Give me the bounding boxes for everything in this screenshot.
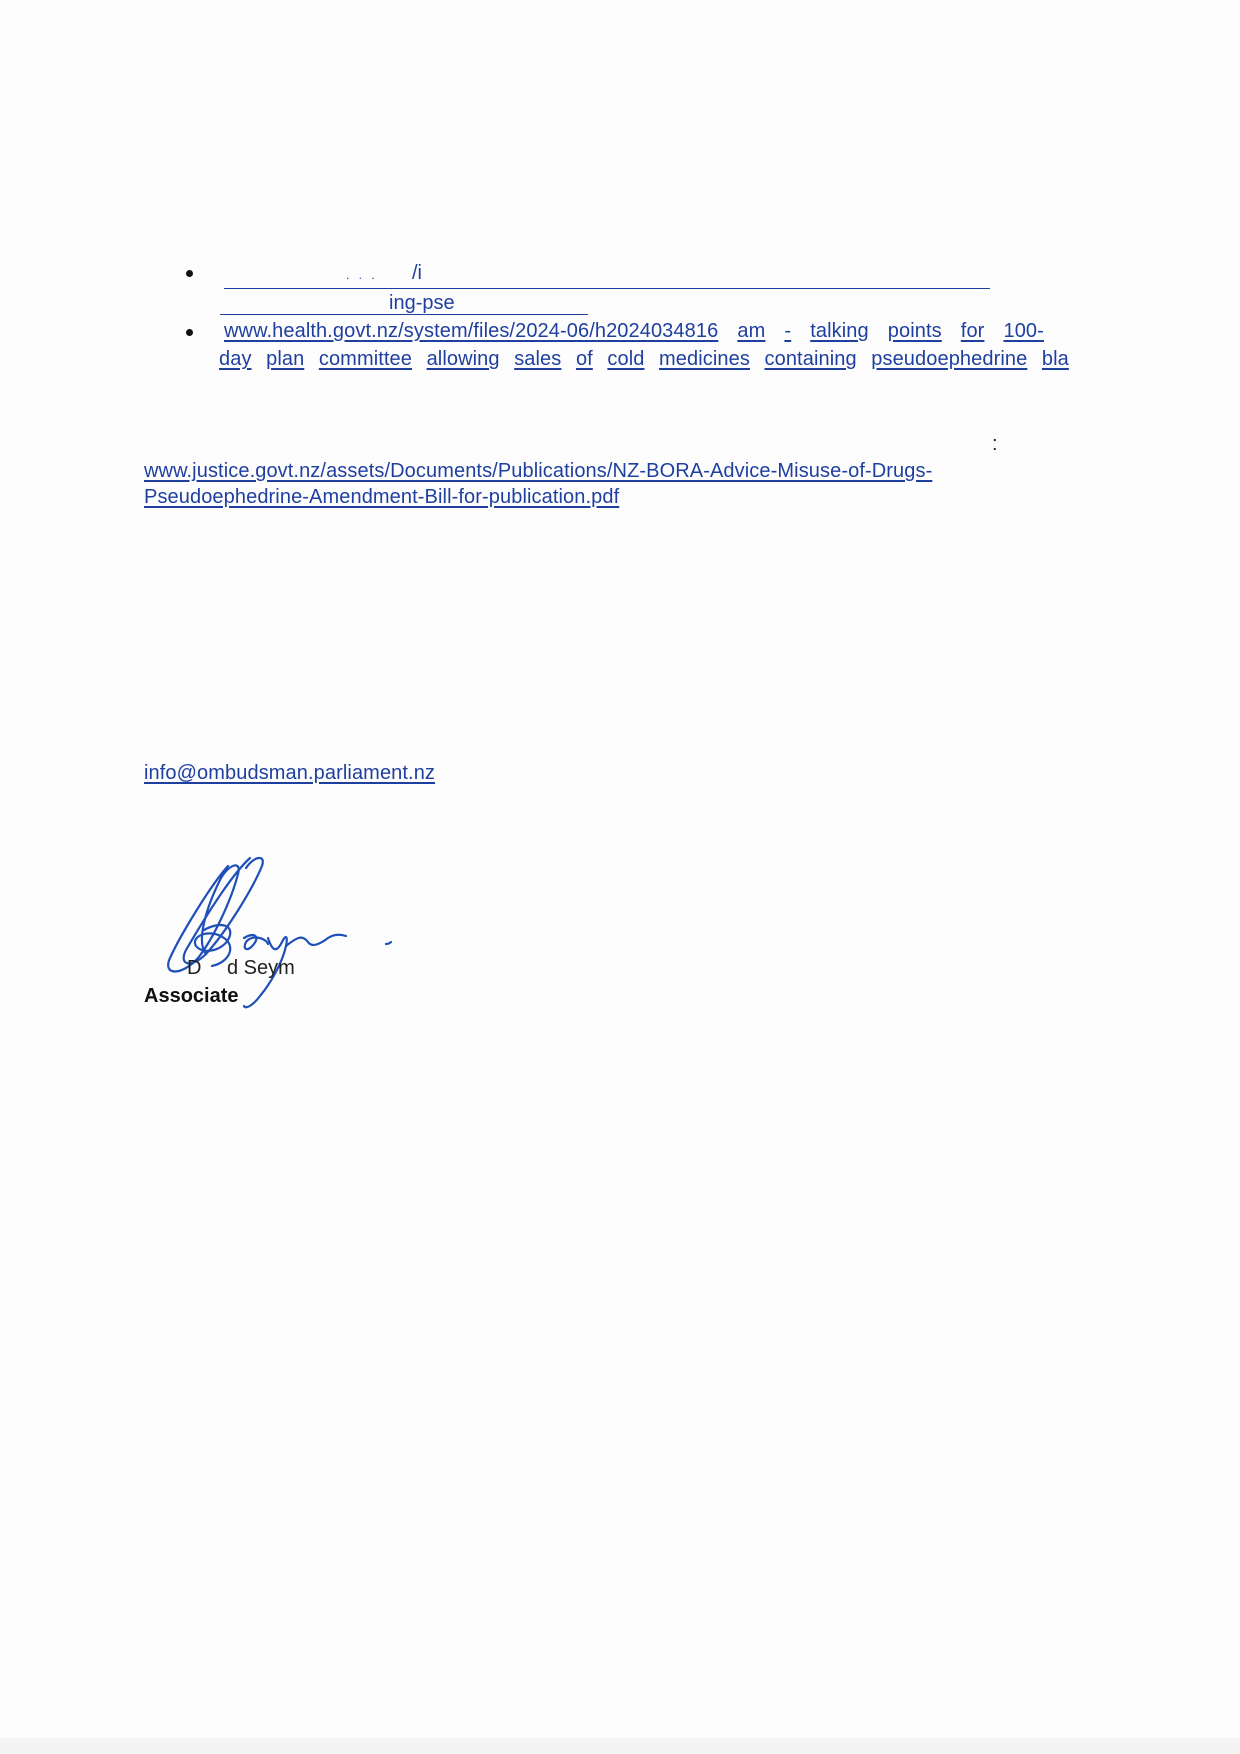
- justice-link-line-1[interactable]: www.justice.govt.nz/assets/Documents/Publications/NZ-BORA-Advice-Misuse-of-Drugs-: [144, 460, 933, 482]
- link-word[interactable]: containing: [764, 348, 857, 370]
- redacted-link-fragment[interactable]: ing-pse: [389, 292, 455, 314]
- link-word[interactable]: day: [219, 348, 252, 370]
- page-bottom-edge: [0, 1738, 1240, 1754]
- health-link-line-2[interactable]: [219, 348, 1069, 371]
- redacted-link-underline: [224, 288, 990, 289]
- signature-stroke: [244, 935, 268, 949]
- link-word[interactable]: am: [737, 320, 766, 342]
- link-word[interactable]: plan: [266, 348, 305, 370]
- link-word[interactable]: cold: [607, 348, 645, 370]
- redacted-link-fragment[interactable]: /i: [412, 262, 422, 284]
- signatory-name-fragment: D: [187, 957, 202, 979]
- redacted-link-fragment: . . .: [346, 268, 378, 282]
- bullet-marker: [186, 329, 193, 336]
- link-word[interactable]: of: [575, 348, 593, 370]
- signatory-name-fragment: d Seym: [227, 957, 295, 979]
- signature-stroke: [286, 935, 346, 946]
- link-word[interactable]: pseudoephedrine: [871, 348, 1028, 370]
- redacted-sentence-colon: :: [992, 433, 998, 455]
- link-word[interactable]: 100-: [1003, 320, 1044, 342]
- bullet-marker: [186, 270, 193, 277]
- link-word[interactable]: points: [887, 320, 942, 342]
- link-word[interactable]: www.health.govt.nz/system/files/2024-06/h2024034816: [224, 320, 719, 342]
- link-word[interactable]: medicines: [659, 348, 750, 370]
- signature-stroke: [386, 942, 391, 944]
- link-word[interactable]: sales: [514, 348, 562, 370]
- link-word[interactable]: for: [960, 320, 985, 342]
- health-link-line-1[interactable]: [224, 320, 1044, 343]
- link-word[interactable]: bla: [1041, 348, 1069, 370]
- signatory-title: Associate: [144, 985, 239, 1007]
- contact-email-link[interactable]: info@ombudsman.parliament.nz: [144, 762, 436, 784]
- link-word[interactable]: -: [784, 320, 792, 342]
- link-word[interactable]: committee: [318, 348, 413, 370]
- link-word[interactable]: allowing: [426, 348, 500, 370]
- justice-link-line-2[interactable]: Pseudoephedrine-Amendment-Bill-for-publication.pdf: [144, 486, 620, 508]
- link-word[interactable]: talking: [810, 320, 869, 342]
